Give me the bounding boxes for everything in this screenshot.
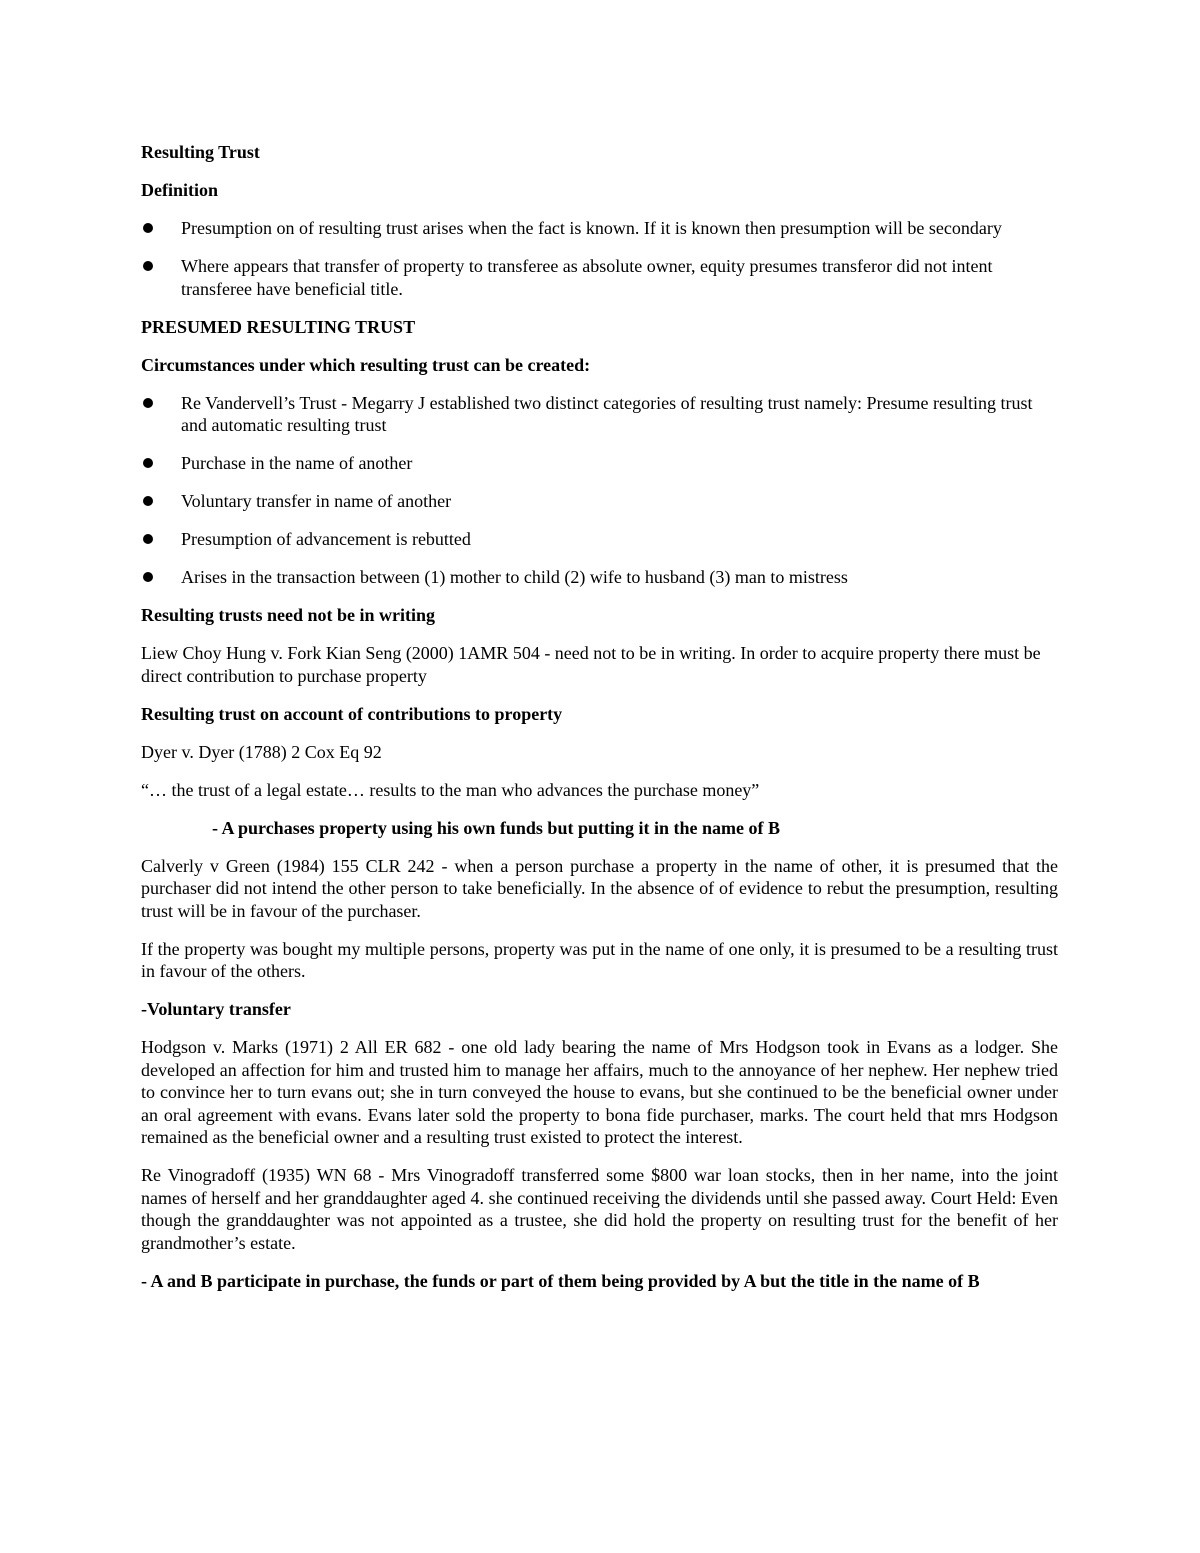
list-item — [141, 392, 1058, 437]
multiple-persons-paragraph: If the property was bought my multiple persons, property was put in the name of one only, it is presumed to be a resulting trust in favour of the others. — [141, 938, 1058, 981]
calverly-paragraph: Calverly v Green (1984) 155 CLR 242 - when a person purchase a property in the name of other, it is presumed that the purchaser did not intend the other person to take beneficially. In the absence of of evidence to rebut the presumption, resulting trust will be in favour of the purchaser. — [141, 855, 1058, 921]
quote-paragraph: “… the trust of a legal estate… results to the man who advances the purchase money” — [141, 779, 760, 800]
list-item-text: Purchase in the name of another — [181, 453, 413, 473]
bullet-icon — [143, 496, 153, 506]
page-title: Resulting Trust — [141, 142, 260, 162]
list-item — [141, 255, 1058, 300]
purchase-subheading: - A purchases property using his own funds but putting it in the name of B — [212, 817, 780, 838]
list-item-text: Arises in the transaction between (1) mother to child (2) wife to husband (3) man to mistress — [181, 567, 848, 587]
bullet-icon — [143, 261, 153, 271]
list-item — [141, 490, 1058, 513]
bullet-icon — [143, 398, 153, 408]
bullet-icon — [143, 572, 153, 582]
list-item — [141, 528, 1058, 551]
definition-list — [141, 217, 1058, 300]
list-item-text: Re Vandervell’s Trust - Megarry J established two distinct categories of resulting trust namely: Presume resulting trust and automatic resulting trust — [181, 392, 1033, 435]
bullet-icon — [143, 458, 153, 468]
list-item-text: Presumption on of resulting trust arises when the fact is known. If it is known then presumption will be secondary — [181, 218, 1002, 238]
list-item-text: Presumption of advancement is rebutted — [181, 529, 471, 549]
vinogradoff-paragraph: Re Vinogradoff (1935) WN 68 - Mrs Vinogradoff transferred some $800 war loan stocks, then in her name, into the joint names of herself and her granddaughter aged 4. she continued receiving the dividends until she passed away. Court Held: Even though the granddaughter was not appointed as a trustee, she did hold the property on resulting trust for the benefit of her grandmother’s estate. — [141, 1165, 1058, 1253]
list-item-text: Voluntary transfer in name of another — [181, 491, 452, 511]
definition-heading: Definition — [141, 180, 219, 200]
writing-paragraph: Liew Choy Hung v. Fork Kian Seng (2000) 1AMR 504 - need not to be in writing. In order to acquire property there must be direct contribution to purchase property — [141, 643, 1041, 686]
bullet-icon — [143, 223, 153, 233]
list-item — [141, 217, 1058, 240]
list-item — [141, 566, 1058, 589]
circumstances-list — [141, 392, 1058, 589]
case-citation: Dyer v. Dyer (1788) 2 Cox Eq 92 — [141, 741, 382, 762]
bullet-icon — [143, 534, 153, 544]
circumstances-heading: Circumstances under which resulting trust can be created: — [141, 354, 591, 375]
hodgson-paragraph: Hodgson v. Marks (1971) 2 All ER 682 - one old lady bearing the name of Mrs Hodgson took in Evans as a lodger. She developed an affection for him and trusted him to manage her affairs, much to the annoyance of her nephew. Her nephew tried to convince her to turn evans out; she in turn conveyed the house to evans, but she continued to be the beneficial owner under an oral agreement with evans. Evans later sold the property to bona fide purchaser, marks. The court held that mrs Hodgson remained as the beneficial owner and a resulting trust existed to protect the interest. — [141, 1037, 1058, 1147]
list-item — [141, 452, 1058, 475]
voluntary-heading: -Voluntary transfer — [141, 999, 291, 1019]
list-item-text: Where appears that transfer of property to transferee as absolute owner, equity presumes transferor did not intent transferee have beneficial title. — [181, 256, 993, 299]
presumed-heading: PRESUMED RESULTING TRUST — [141, 316, 416, 337]
writing-heading: Resulting trusts need not be in writing — [141, 605, 436, 625]
final-heading: - A and B participate in purchase, the funds or part of them being provided by A but the title in the name of B — [141, 1270, 980, 1291]
contributions-heading: Resulting trust on account of contributions to property — [141, 703, 563, 724]
document-page — [141, 141, 1058, 1308]
